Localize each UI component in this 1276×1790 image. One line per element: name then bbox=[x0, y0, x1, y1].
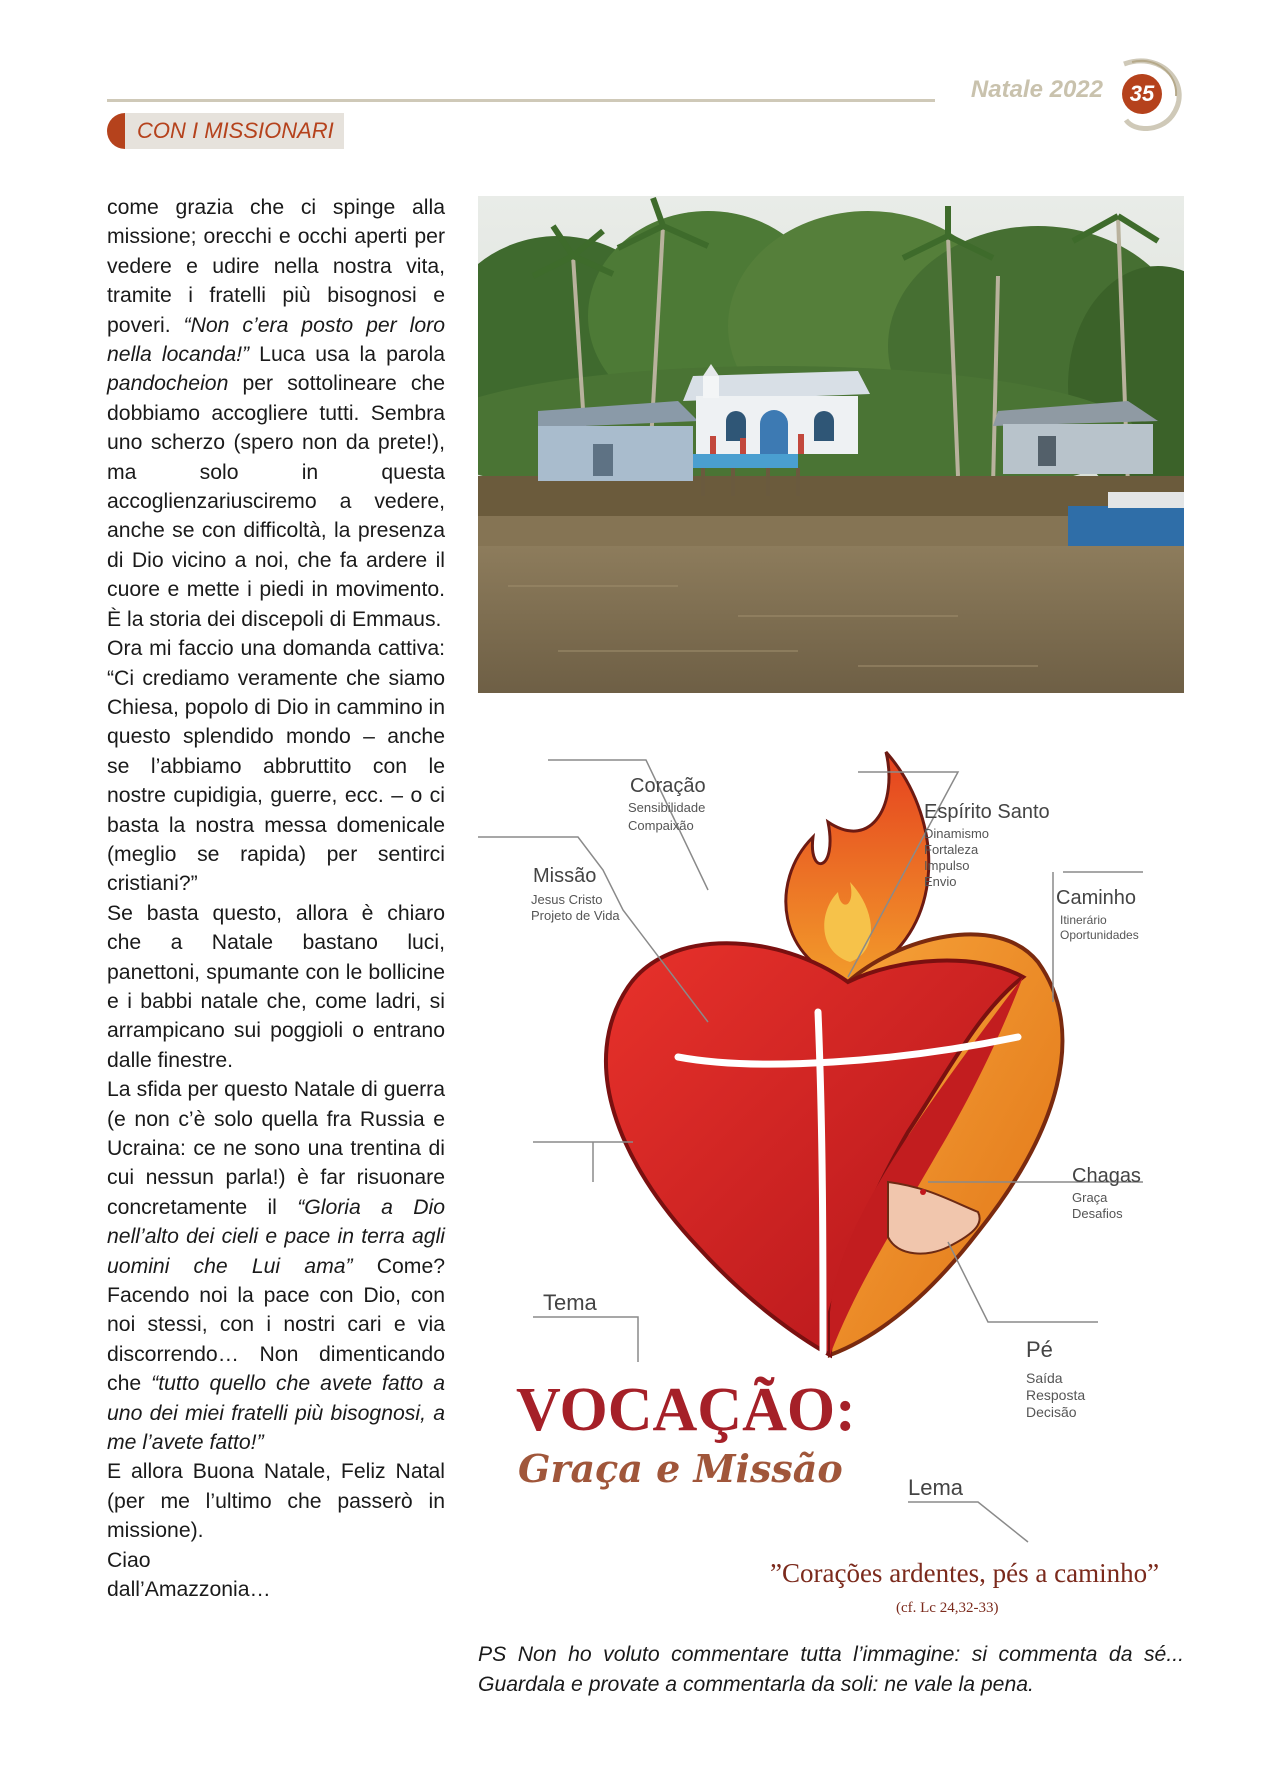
poster-motto: ”Corações ardentes, pés a caminho” bbox=[770, 1558, 1160, 1588]
coracao-item-1: Sensibilidade bbox=[628, 800, 706, 815]
signoff-ciao: Ciao bbox=[107, 1548, 151, 1572]
section-label: CON I MISSIONARI bbox=[125, 113, 344, 149]
photo-caption: PS Non ho voluto commentare tutta l’immagine: si commenta da sé... Guardala e provate a commentarla da soli: ne vale la pena. bbox=[478, 1643, 1184, 1696]
paragraph-4 bbox=[107, 1075, 445, 1457]
label-missao: Missão bbox=[533, 865, 597, 887]
p4-quote-gloria: “Gloria a Dio nell’alto dei cieli e pace in terra agli uomini che Lui ama” bbox=[107, 1195, 446, 1278]
caminho-item-2: Oportunidades bbox=[1060, 928, 1139, 942]
poster-title: VOCAÇÃO: bbox=[516, 1376, 856, 1444]
paragraph-1 bbox=[107, 193, 445, 634]
section-tag bbox=[107, 113, 344, 149]
p1-text-b: Luca usa la parola bbox=[249, 343, 445, 367]
page-number: 35 bbox=[1122, 74, 1162, 114]
label-lema: Lema bbox=[908, 1475, 964, 1500]
missao-item-1: Jesus Cristo bbox=[531, 892, 603, 907]
paragraph-3: Se basta questo, allora è chiaro che a Natale bastano luci, panettoni, spumante con le bollicine e i babbi natale che, come ladri, si arrampicano sui poggioli o entrano dalle finestre. bbox=[107, 901, 445, 1072]
paragraph-2: Ora mi faccio una domanda cattiva: “Ci crediamo veramente che siamo Chiesa, popolo di Dio in cammino in questo splendido mondo – anche se l’abbiamo abbruttito con le nostre cupidigia, guerre, ecc. – o ci basta la nostra messa domenicale (meglio se rapida) per sentirci cristiani?” bbox=[107, 637, 445, 896]
missao-item-2: Projeto de Vida bbox=[531, 908, 620, 923]
header-rule bbox=[107, 99, 935, 102]
espirito-item-4: Envio bbox=[924, 874, 957, 889]
p4-text-a: La sfida per questo Natale di guerra (e non c’è solo quella fra Russia e Ucraina: ce ne sono una trentina di cui nessun parla!) è far risuonare concretamente il bbox=[107, 1078, 445, 1219]
vocation-poster bbox=[478, 712, 1184, 1627]
p1-quote: “Non c’era posto per loro nella locanda!” bbox=[107, 313, 445, 367]
signoff-place: dall’Amazzonia… bbox=[107, 1578, 271, 1602]
article-column bbox=[107, 193, 445, 1605]
section-tag-cap bbox=[107, 113, 125, 149]
p4-text-b: Come? Facendo noi la pace con Dio, con noi stessi, con i nostri cari e via discorrendo… Non dimenticando che bbox=[107, 1254, 446, 1396]
label-pe: Pé bbox=[1026, 1337, 1053, 1362]
espirito-item-3: Impulso bbox=[924, 858, 970, 873]
espirito-item-1: Dinamismo bbox=[924, 826, 990, 841]
caminho-item-1: Itinerário bbox=[1060, 913, 1107, 927]
label-espirito: Espírito Santo bbox=[924, 801, 1050, 823]
poster-reference: (cf. Lc 24,32-33) bbox=[896, 1600, 999, 1616]
label-tema: Tema bbox=[543, 1290, 597, 1315]
pe-item-2: Resposta bbox=[1026, 1387, 1086, 1403]
amazon-chapel-photo bbox=[478, 196, 1184, 693]
label-caminho: Caminho bbox=[1056, 887, 1137, 909]
label-chagas: Chagas bbox=[1072, 1165, 1141, 1187]
p1-term: pandocheion bbox=[107, 372, 229, 396]
poster-subtitle: Graça e Missão bbox=[518, 1446, 843, 1491]
chagas-item-1: Graça bbox=[1072, 1190, 1108, 1205]
label-coracao: Coração bbox=[630, 775, 706, 797]
espirito-item-2: Fortaleza bbox=[924, 842, 979, 857]
p4-quote-gospel: “tutto quello che avete fatto a uno dei miei fratelli più bisognosi, a me l’avete fatto!” bbox=[107, 1372, 445, 1455]
chagas-item-2: Desafios bbox=[1072, 1206, 1123, 1221]
pe-item-3: Decisão bbox=[1026, 1404, 1077, 1420]
issue-label: Natale 2022 bbox=[970, 76, 1103, 103]
p1-text-c: per sottolineare che dobbiamo accogliere tutti. Sembra uno scherzo (spero non da prete!), ma solo in questa accoglienzariusciremo a vedere, anche se con difficoltà, la presenza di Dio vicino a noi, che fa ardere il cuore e mette i piedi in movimento. È la storia dei discepoli di Emmaus. bbox=[107, 372, 445, 631]
pe-item-1: Saída bbox=[1026, 1370, 1063, 1386]
paragraph-5: E allora Buona Natale, Feliz Natal (per me l’ultimo che passerò in missione). bbox=[107, 1460, 445, 1543]
p1-text-a: come grazia che ci spinge alla missione; orecchi e occhi aperti per vedere e udire nella nostra vita, tramite i fratelli più bisognosi e poveri. bbox=[107, 196, 445, 337]
coracao-item-2: Compaixão bbox=[628, 818, 694, 833]
